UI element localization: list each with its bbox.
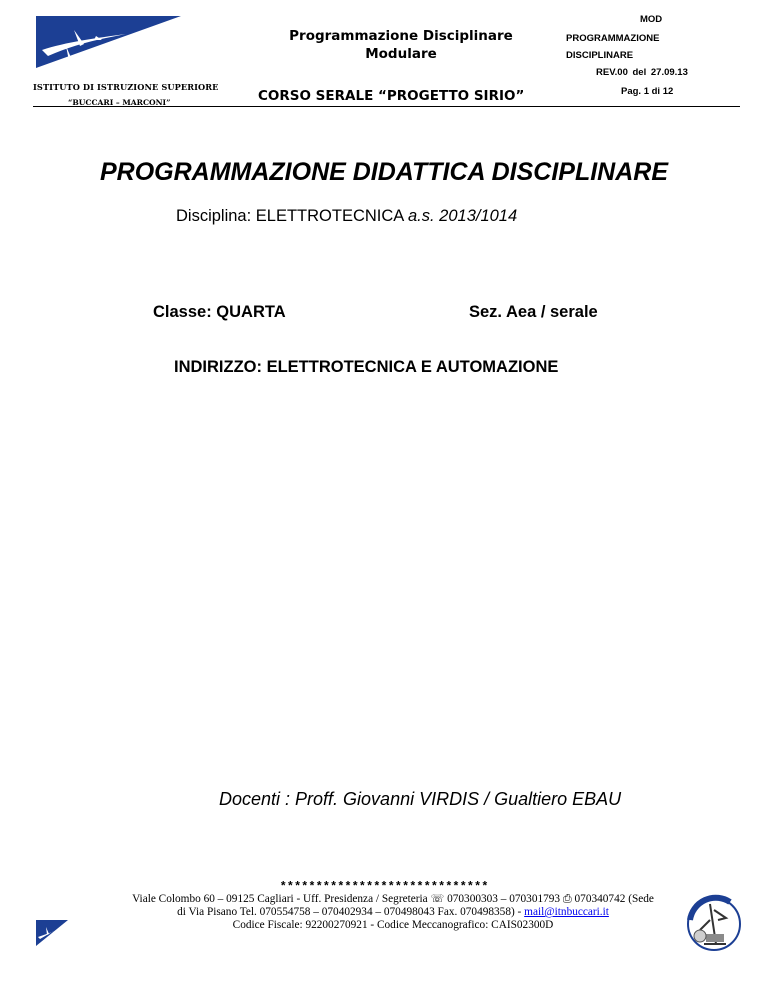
document-title: PROGRAMMAZIONE DIDATTICA DISCIPLINARE: [99, 158, 669, 186]
teachers-line: Docenti : Proff. Giovanni VIRDIS / Gualtiero EBAU: [219, 789, 622, 809]
page-number: Pag. 1 di 12: [621, 86, 674, 97]
mod-disciplinare: DISCIPLINARE: [566, 50, 634, 61]
section-label: Sez. Aea / serale: [469, 303, 598, 321]
institute-name: ISTITUTO DI ISTRUZIONE SUPERIORE: [33, 82, 219, 92]
footer-line1: [110, 893, 676, 906]
footer-line2: [110, 906, 676, 919]
footer-line3: Codice Fiscale: 92200270921 - Codice Meccanografico: CAIS02300D: [232, 919, 554, 931]
fax-icon: ⎙: [562, 893, 572, 905]
footer-sede: di Via Pisano Tel. 070554758 – 070402934 – 070498043 Fax. 070498358) -: [177, 906, 522, 918]
header-title-line2: Modulare: [365, 46, 437, 62]
address-label: INDIRIZZO: ELETTROTECNICA E AUTOMAZIONE: [174, 358, 559, 376]
school-logo: [36, 16, 181, 68]
revision-info: REV.00 del 27.09.13: [596, 67, 688, 78]
phone-icon: ☏: [430, 893, 445, 905]
discipline-line: [176, 207, 517, 226]
header-title-line1: Programmazione Disciplinare: [289, 28, 513, 44]
footer-fax: 070340742 (Sede: [574, 893, 654, 905]
footer-phones: 070300303 – 070301793: [447, 893, 561, 905]
email-link[interactable]: mail@itnbuccari.it: [524, 906, 609, 918]
institute-subtitle: “BUCCARI – MARCONI”: [68, 98, 171, 107]
header-title: [270, 27, 532, 63]
mod-label: MOD: [640, 14, 663, 25]
school-year: a.s. 2013/1014: [407, 207, 518, 225]
course-title: CORSO SERALE “PROGETTO SIRIO”: [258, 88, 525, 104]
mod-programmazione: PROGRAMMAZIONE: [566, 33, 660, 44]
footer-address: Viale Colombo 60 – 09125 Cagliari - Uff. Presidenza / Segreteria: [132, 893, 428, 905]
footer-separator: *****************************: [279, 880, 489, 894]
class-label: Classe: QUARTA: [153, 303, 286, 321]
discipline-label: Disciplina: ELETTROTECNICA: [176, 207, 404, 225]
institute-emblem: [680, 890, 744, 952]
header-divider: [33, 106, 740, 107]
school-logo-small: [36, 920, 68, 946]
